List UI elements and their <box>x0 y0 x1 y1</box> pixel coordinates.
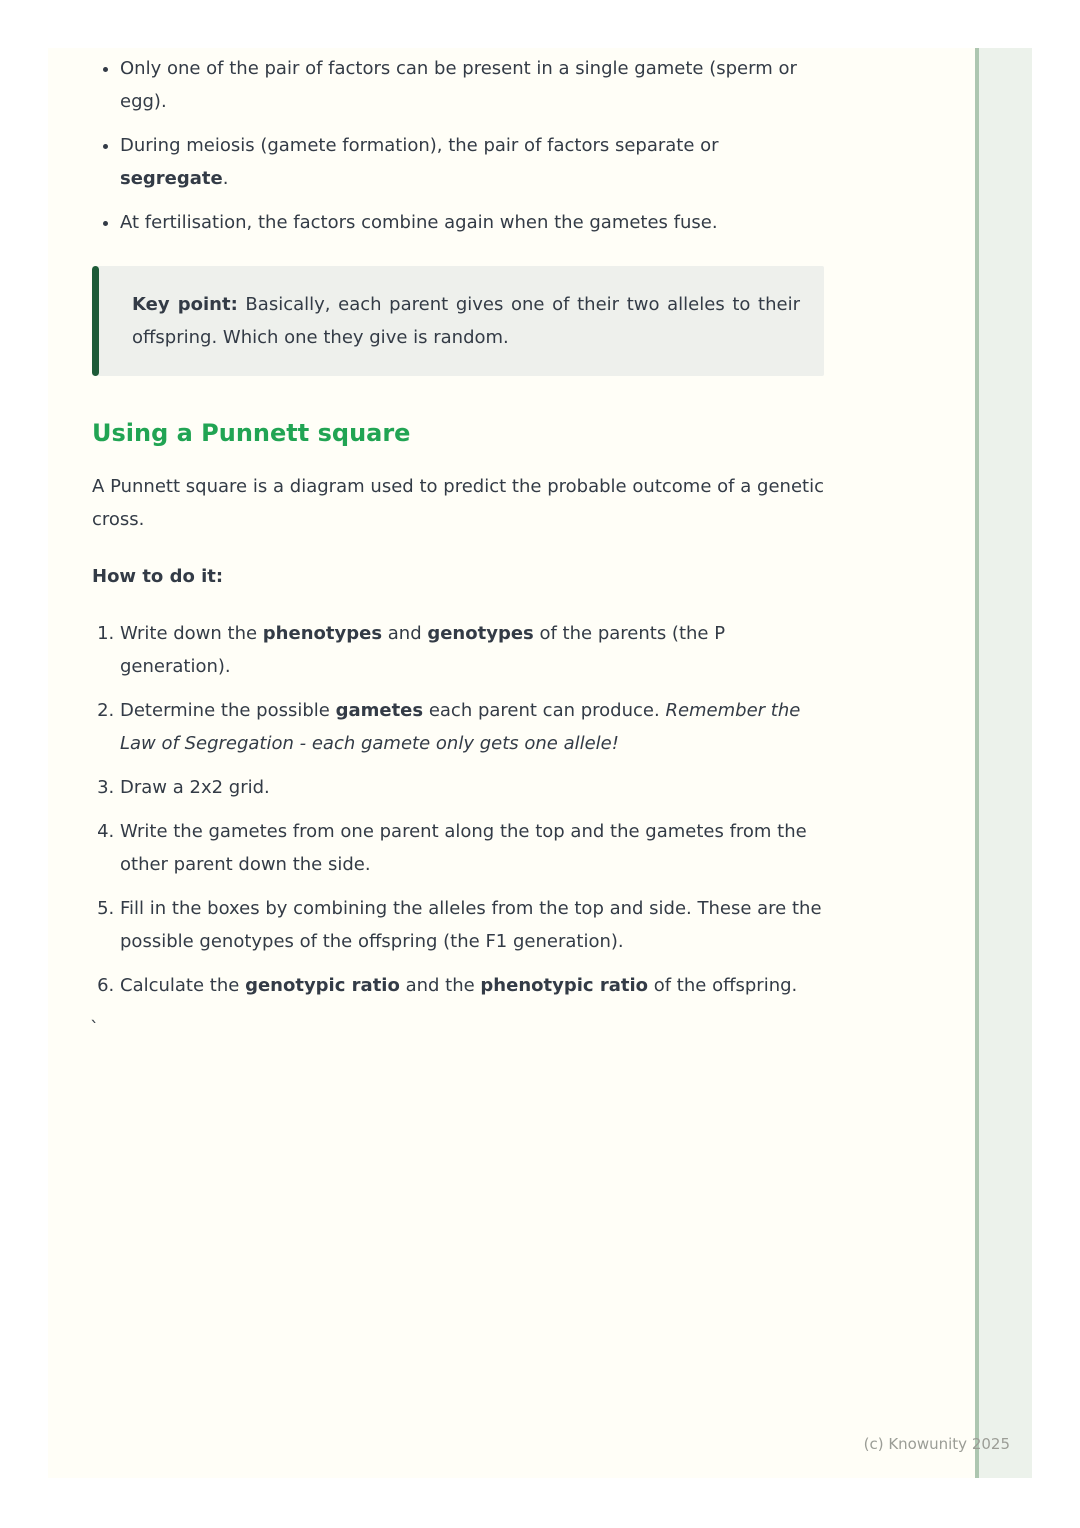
document-page <box>48 48 1032 1478</box>
bullet-list <box>92 52 824 239</box>
key-point-text: Key point: Basically, each parent gives one of their two alleles to their offspring. Which one they give is random. <box>132 294 800 348</box>
step-item: 2. Determine the possible gametes each parent can produce. Remember the Law of Segregation - each gamete only gets one allele! <box>120 694 824 760</box>
page-right-stripe <box>975 48 1032 1478</box>
intro-paragraph: A Punnett square is a diagram used to predict the probable outcome of a genetic cross. <box>92 476 824 530</box>
step-item: 4. Write the gametes from one parent along the top and the gametes from the other parent down the side. <box>120 815 824 881</box>
callout-accent-bar <box>92 266 99 376</box>
steps-list <box>92 617 824 1002</box>
stray-character: ` <box>90 1018 99 1039</box>
key-point-callout <box>92 266 824 376</box>
section-heading: Using a Punnett square <box>92 419 411 447</box>
page-content <box>92 48 824 1045</box>
step-item: 1. Write down the phenotypes and genotypes of the parents (the P generation). <box>120 617 824 683</box>
bullet-item: • During meiosis (gamete formation), the pair of factors separate or segregate. <box>120 129 824 195</box>
step-item: 5. Fill in the boxes by combining the alleles from the top and side. These are the possible genotypes of the offspring (the F1 generation). <box>120 892 824 958</box>
copyright-watermark: (c) Knowunity 2025 <box>863 1435 1010 1453</box>
step-item: 6. Calculate the genotypic ratio and the phenotypic ratio of the offspring. <box>120 969 824 1002</box>
bullet-item: • Only one of the pair of factors can be present in a single gamete (sperm or egg). <box>120 52 824 118</box>
bullet-item: • At fertilisation, the factors combine again when the gametes fuse. <box>120 206 824 239</box>
step-item: 3. Draw a 2x2 grid. <box>120 771 824 804</box>
how-to-subheading: How to do it: <box>92 566 224 587</box>
